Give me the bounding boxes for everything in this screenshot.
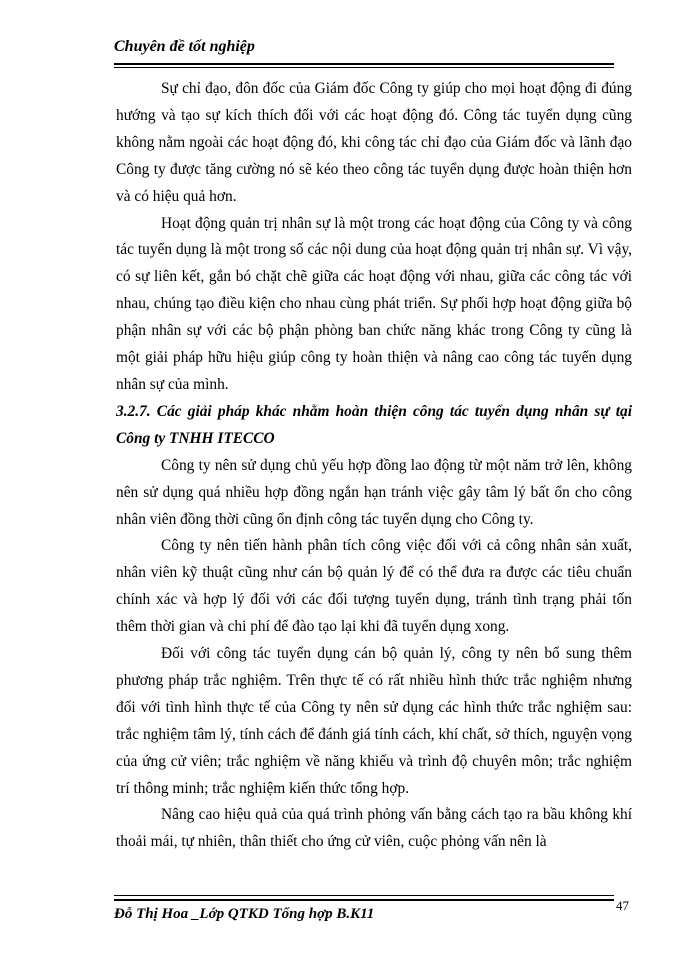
paragraph: Công ty nên tiến hành phân tích công việc đối với cả công nhân sản xuất, nhân viên kỹ thuật cũng như cán bộ quản lý để có thể đưa ra được các tiêu chuẩn chính xác và hợp lý đối với các đối tượng tuyển dụng, tránh tình trạng phải tốn thêm thời gian và chi phí để đào tạo lại khi đã tuyển dụng xong. xyxy=(116,537,632,636)
header-divider-thin xyxy=(114,67,614,68)
paragraph: Hoạt động quản trị nhân sự là một trong các hoạt động của Công ty và công tác tuyển dụng là một trong số các nội dung của hoạt động quản trị nhân sự. Vì vậy, có sự liên kết, gắn bó chặt chẽ giữa các hoạt động với nhau, giữa các công tác với nhau, chúng tạo điều kiện cho nhau cùng phát triển. Sự phối hợp hoạt động giữa bộ phận nhân sự với các bộ phận phòng ban chức năng khác trong Công ty cũng là một giải pháp hữu hiệu giúp công ty hoàn thiện và nâng cao công tác tuyển dụng nhân sự của mình. xyxy=(116,214,632,393)
footer-divider xyxy=(114,899,614,901)
footer-divider-thin xyxy=(114,895,614,896)
paragraph: Công ty nên sử dụng chủ yếu hợp đồng lao động từ một năm trở lên, không nên sử dụng quá nhiều hợp đồng ngắn hạn tránh việc gây tâm lý bất ổn cho công nhân viên đồng thời cũng ổn định công tác tuyển dụng cho Công ty. xyxy=(116,456,632,528)
page-header-title: Chuyên đề tốt nghiệp xyxy=(114,38,255,55)
footer-author: Đỗ Thị Hoa _Lớp QTKD Tổng hợp B.K11 xyxy=(114,906,375,922)
paragraph: Đối với công tác tuyển dụng cán bộ quản lý, công ty nên bổ sung thêm phương pháp trắc nghiệm. Trên thực tế có rất nhiều hình thức trắc nghiệm nhưng đối với tình hình thực tế của Công ty nên sử dụng các hình thức trắc nghiệm sau: trắc nghiệm tâm lý, tính cách để đánh giá tính cách, khí chất, sở thích, nguyện vọng của ứng cử viên; trắc nghiệm về năng khiếu và trình độ chuyên môn; trắc nghiệm trí thông minh; trắc nghiệm kiến thức tổng hợp. xyxy=(116,645,632,797)
header-divider xyxy=(114,63,614,65)
page-number: 47 xyxy=(616,898,629,913)
section-heading: 3.2.7. Các giải pháp khác nhằm hoàn thiện công tác tuyển dụng nhân sự tại Công ty TNHH ITECCO xyxy=(116,402,632,447)
document-body xyxy=(116,76,632,856)
paragraph: Nâng cao hiệu quả của quá trình phỏng vấn bằng cách tạo ra bầu không khí thoải mái, tự nhiên, thân thiết cho ứng cử viên, cuộc phỏng vấn nên là xyxy=(116,806,632,851)
paragraph: Sự chỉ đạo, đôn đốc của Giám đốc Công ty giúp cho mọi hoạt động đi đúng hướng và tạo sự kích thích đối với các hoạt động đó. Công tác tuyển dụng cũng không nằm ngoài các hoạt động đó, khi công tác chỉ đạo của Giám đốc và lãnh đạo Công ty được tăng cường nó sẽ kéo theo công tác tuyển dụng được hoàn thiện hơn và có hiệu quả hơn. xyxy=(116,80,632,205)
